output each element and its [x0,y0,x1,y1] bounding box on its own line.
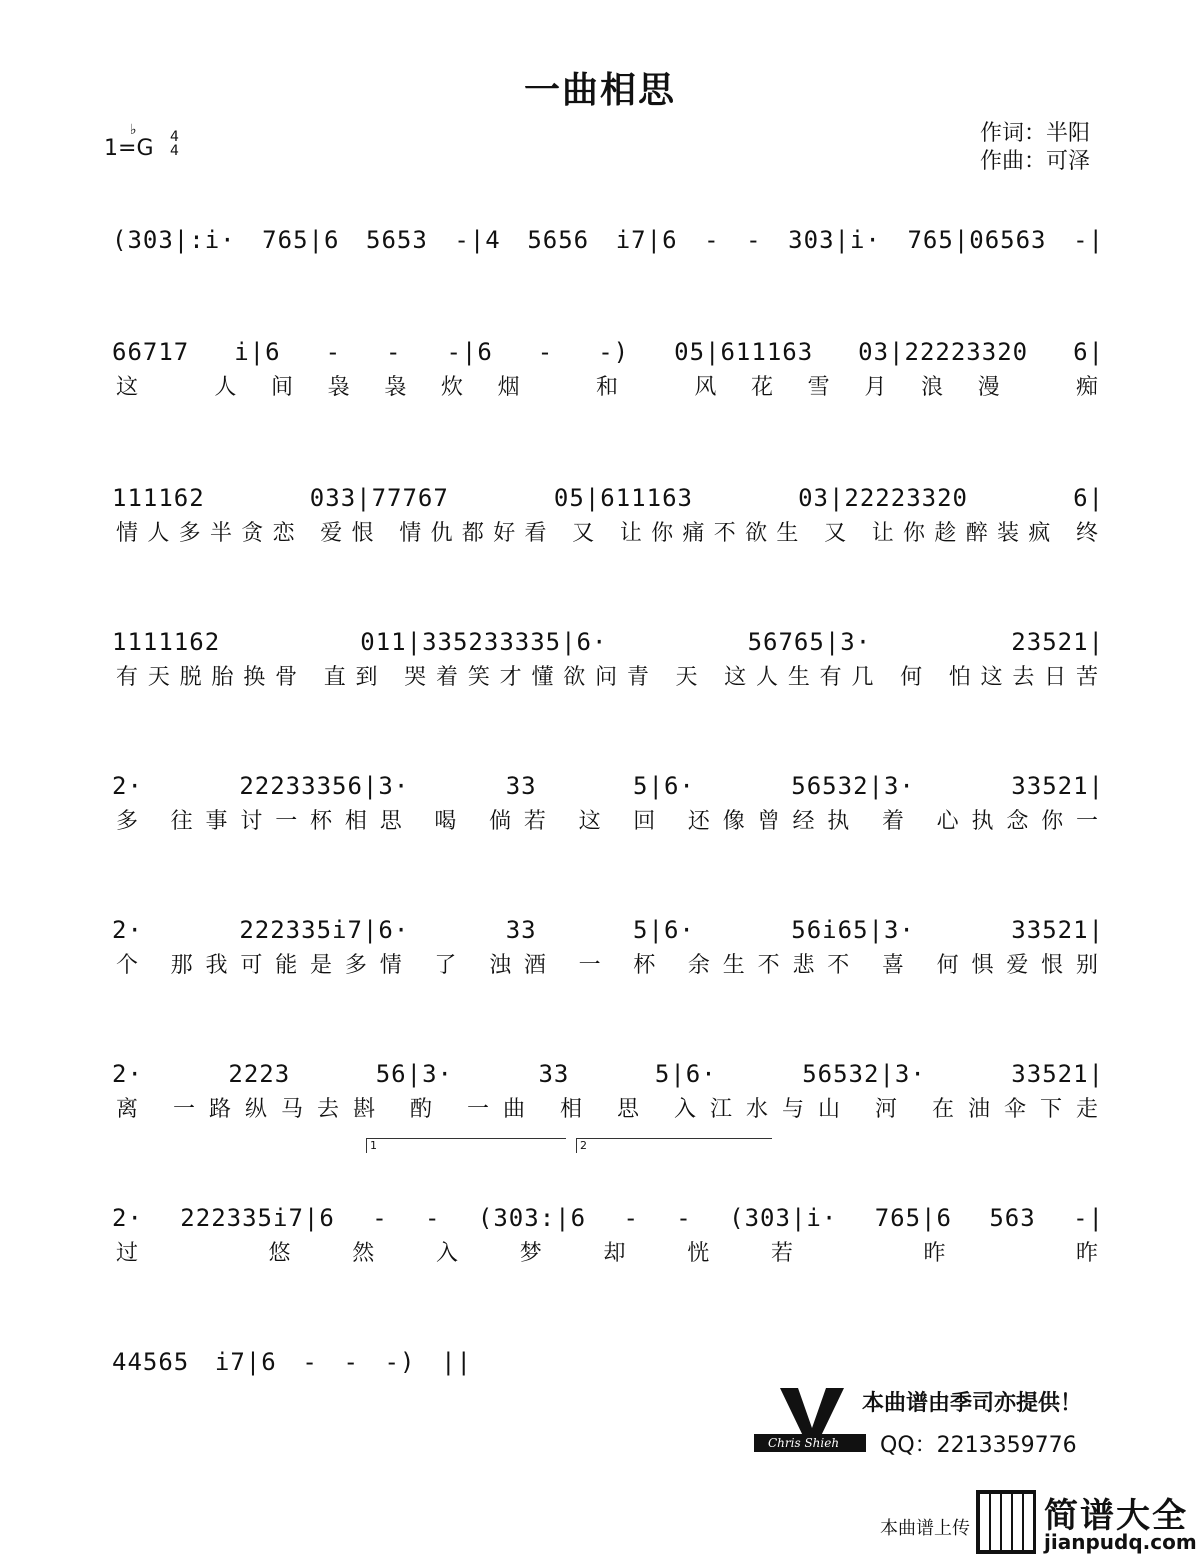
score-system-9 [112,1340,472,1400]
site-url: jianpudq.com [1044,1530,1197,1554]
volta-bracket-2: 2 [576,1138,772,1153]
provider-note: 本曲谱由季司亦提供！ [862,1391,1083,1416]
upload-note: 本曲谱上传 [880,1518,970,1539]
notation-line: 111162 033|77767 05|611163 03|22223320 6| [112,484,1104,512]
score-system-2 [112,330,1104,410]
credits [980,120,1090,176]
site-name: 简谱大全 [1044,1496,1188,1536]
key-prefix: 1= [104,136,137,161]
key-note: G [136,136,154,161]
time-signature-top: 4 [170,129,179,145]
lyrics-line: 有天脱胎换骨 直到 哭着笑才懂欲问青 天 这人生有几 何 怕这去日苦 [116,665,1100,690]
lyrics-line [116,1382,468,1414]
time-signature-bottom: 4 [170,143,179,159]
piano-icon [976,1490,1036,1554]
chris-shieh-logo [754,1388,866,1456]
lyrics-line: 个 那我可能是多情 了 浊酒 一 杯 余生不悲不 喜 何惧爱恨别 [116,953,1100,978]
notation-line: 2· 2223 56|3· 33 5|6· 56532|3· 33521| [112,1060,1104,1088]
key-signature [104,122,179,161]
qq-contact: QQ：2213359776 [880,1433,1077,1458]
score-system-8 [112,1196,1104,1276]
lyricist-credit: 作词：半阳 [980,121,1091,146]
notation-line: 2· 222335i7|6 - - (303:|6 - - (303|i· 765|6 563 -| [112,1204,1104,1232]
score-system-6 [112,908,1104,988]
composer-credit: 作曲：可泽 [980,149,1091,174]
score-system-1 [112,218,1104,298]
lyrics-line: 多 往事讨一杯相思 喝 倘若 这 回 还像曾经执 着 心执念你一 [116,809,1100,834]
volta-bracket-1: 1 [366,1138,566,1153]
logo-text: Chris Shieh [768,1436,840,1450]
score-system-7 [112,1052,1104,1132]
lyrics-line: 离 一路纵马去斟 酌 一曲 相 思 入江水与山 河 在油伞下走 [116,1097,1100,1122]
notation-line: 1111162 011|335233335|6· 56765|3· 23521| [112,628,1104,656]
lyrics-line: 这 人间袅袅炊烟 和 风花雪月浪漫 痴 [116,375,1100,400]
lyrics-line [116,260,1100,292]
lyrics-line: 情人多半贪恋 爱恨 情仇都好看 又 让你痛不欲生 又 让你趁醉装疯 终 [116,521,1100,546]
score-system-3 [112,476,1104,556]
flat-sign: ♭ [130,122,137,138]
time-signature [170,130,179,158]
score-system-4 [112,620,1104,700]
page-title: 一曲相思 [523,70,676,111]
notation-line: (303|:i· 765|6 5653 -|4 5656 i7|6 - - 303|i· 765|06563 -| [112,226,1104,254]
notation-line: 2· 222335i7|6· 33 5|6· 56i65|3· 33521| [112,916,1104,944]
score-system-5 [112,764,1104,844]
notation-line: 2· 22233356|3· 33 5|6· 56532|3· 33521| [112,772,1104,800]
notation-line: 66717 i|6 - - -|6 - -) 05|611163 03|22223320 6| [112,338,1104,366]
notation-line: 44565 i7|6 - - -) || [112,1348,472,1376]
lyrics-line: 过 悠然入梦却恍若 昨 昨 [116,1241,1100,1266]
